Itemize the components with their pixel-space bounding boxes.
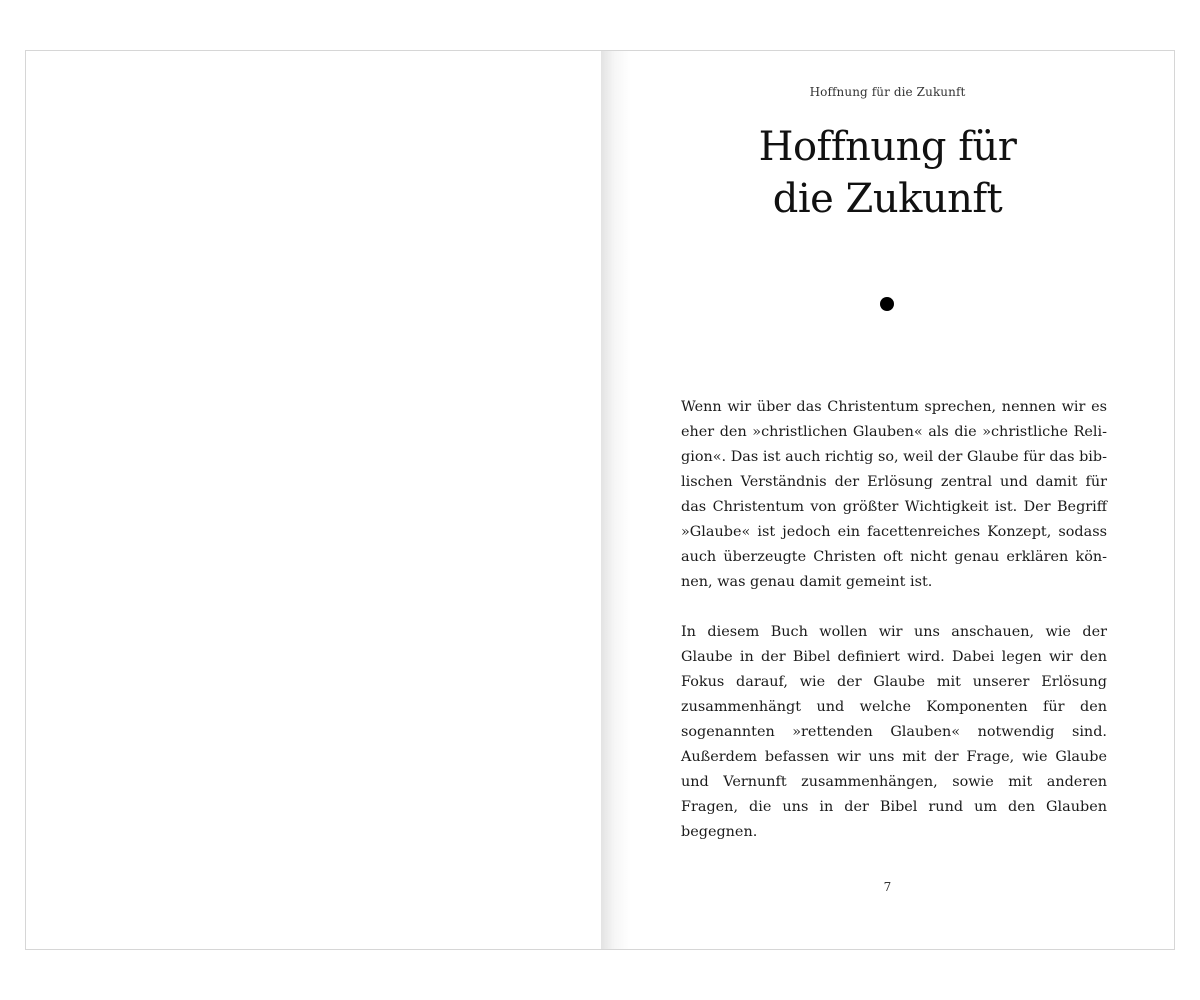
book-spread bbox=[25, 50, 1175, 950]
right-page bbox=[601, 51, 1174, 949]
bullet-dot-icon bbox=[880, 297, 894, 311]
paragraph-2: In diesem Buch wollen wir uns anschauen, wie der Glaube in der Bibel definiert wird. Dabei legen wir den Fokus darauf, wie der Glaube mit unserer Erlösung zusammenhängt und welche Komponenten für den sogenannten »rettenden Glauben« notwendig sind. Außerdem befassen wir uns mit der Frage, wie Glaube und Vernunft zusammenhängen, sowie mit anderen Fragen, die uns in der Bibel rund um den Glauben begegnen. bbox=[681, 624, 1107, 840]
running-head: Hoffnung für die Zukunft bbox=[809, 85, 966, 99]
page-number: 7 bbox=[883, 880, 892, 894]
paragraph-1: Wenn wir über das Christentum sprechen, nennen wir es eher den »christlichen Glauben« als die »christliche Religion«. Das ist auch richtig so, weil der Glaube für das biblischen Verständnis der Erlösung zentral und damit für das Christentum von größter Wichtigkeit ist. Der Begriff »Glaube« ist jedoch ein facettenreiches Konzept, sodass auch überzeugte Christen oft nicht genau erklären können, was genau damit gemeint ist. bbox=[681, 399, 1107, 590]
chapter-title bbox=[601, 121, 1174, 225]
chapter-title-line-1: Hoffnung für bbox=[758, 124, 1017, 170]
body-text bbox=[681, 395, 1107, 870]
left-page-blank bbox=[26, 51, 601, 949]
chapter-title-line-2: die Zukunft bbox=[772, 176, 1003, 222]
